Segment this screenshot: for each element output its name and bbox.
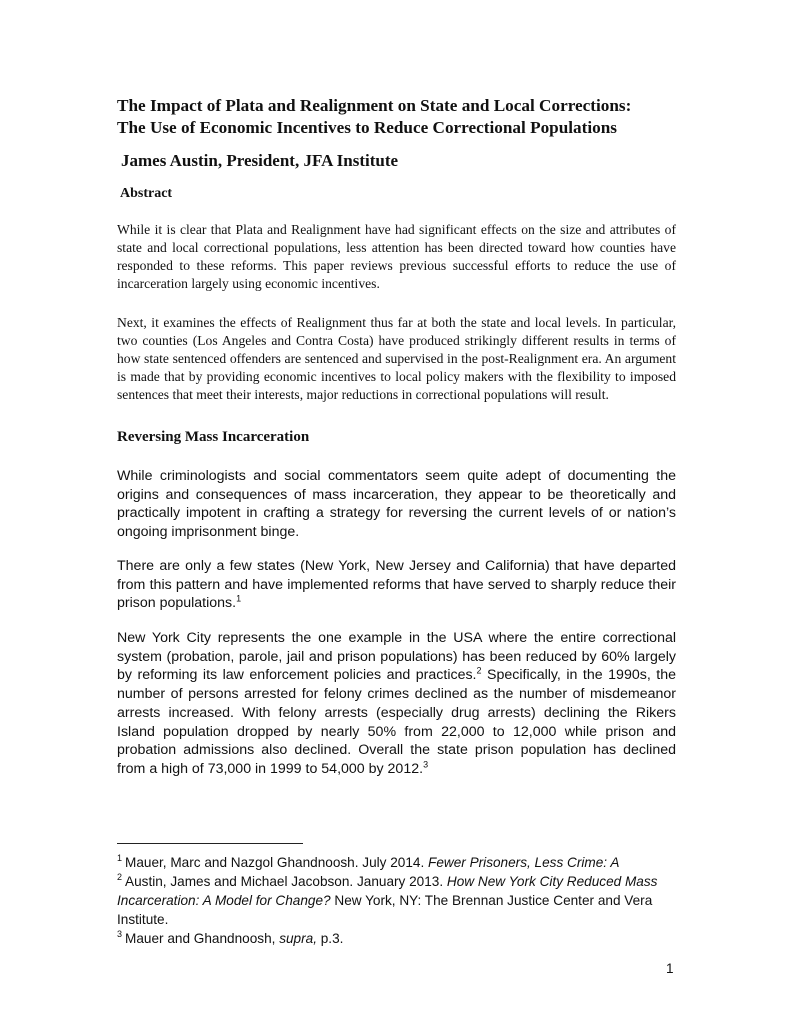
footnote-number: 1 [117,853,123,864]
footnotes [117,853,683,948]
footnote-title: Fewer Prisoners, Less Crime: A [428,855,620,870]
footnote-number: 2 [117,872,123,883]
body-paragraph-3-text-a: New York City represents the one example in the USA where the entire correctional system (probation, parole, jail and prison populations) has been reduced by 60% largely by reforming its law enforcement policies and practices. [117,630,676,684]
footnote-number: 3 [117,929,123,940]
body-paragraph-1: While criminologists and social commentators seem quite adept of documenting the origins and consequences of mass incarceration, they appear to be theoretically and practically impotent in crafting a strategy for reversing the current levels of or nation’s ongoing imprisonment binge. [117,468,676,541]
body-paragraph-3 [117,629,676,779]
abstract-paragraph-1: While it is clear that Plata and Realignment have had significant effects on the size and attributes of state and local correctional populations, less attention has been directed toward how counties have responded to these reforms. This paper reviews previous successful efforts to reduce the use of incarceration largely using economic incentives. [117,222,676,291]
body-paragraph-3-text-b: Specifically, in the 1990s, the number of persons arrested for felony crimes declined as the number of misdemeanor arrests increased. With felony arrests (especially drug arrests) declining the Rikers Island population dropped by nearly 50% from 22,000 to 12,000 while prison and probation admissions also declined. Overall the state prison population has declined from a high of 73,000 in 1999 to 54,000 by 2012. [117,667,676,777]
footnote-text: Mauer, Marc and Nazgol Ghandnoosh. July 2014. [125,855,429,870]
body-paragraph-2 [117,557,676,613]
footnote-ref-3[interactable]: 3 [423,759,429,770]
section-heading: Reversing Mass Incarceration [117,429,310,445]
abstract-heading: Abstract [120,186,173,201]
body-paragraph-2-text: There are only a few states (New York, New Jersey and California) that have departed from this pattern and have implemented reforms that have served to sharply reduce their prison populations. [117,558,676,612]
footnote-1 [117,853,683,872]
title-line-1: The Impact of Plata and Realignment on State and Local Corrections: [117,96,632,115]
footnote-ref-2[interactable]: 2 [476,665,482,676]
footnote-ref-1[interactable]: 1 [236,593,242,604]
footnote-title: How New York City Reduced Mass Incarceration: A Model for Change? [117,874,658,908]
footnote-rest: p.3. [316,931,344,946]
footnote-title: supra, [279,931,317,946]
footnote-text: Austin, James and Michael Jacobson. January 2013. [125,874,447,889]
footnote-2 [117,872,683,929]
footnote-text: Mauer and Ghandnoosh, [125,931,280,946]
abstract-paragraph-2: Next, it examines the effects of Realignment thus far at both the state and local levels. In particular, two counties (Los Angeles and Contra Costa) have produced strikingly different results in terms of how state sentenced offenders are sentenced and supervised in the post-Realignment era. An argument is made that by providing economic incentives to local policy makers with the flexibility to imposed sentences that meet their interests, major reductions in correctional populations will result. [117,315,676,402]
footnote-3 [117,929,683,948]
title-line-2: The Use of Economic Incentives to Reduce Correctional Populations [117,118,617,137]
page-number: 1 [666,961,674,976]
paper-title [117,95,687,139]
footnote-divider [117,843,303,844]
footnote-rest: New York, NY: The Brennan Justice Center and Vera Institute. [117,893,653,927]
author-line: James Austin, President, JFA Institute [121,151,399,170]
